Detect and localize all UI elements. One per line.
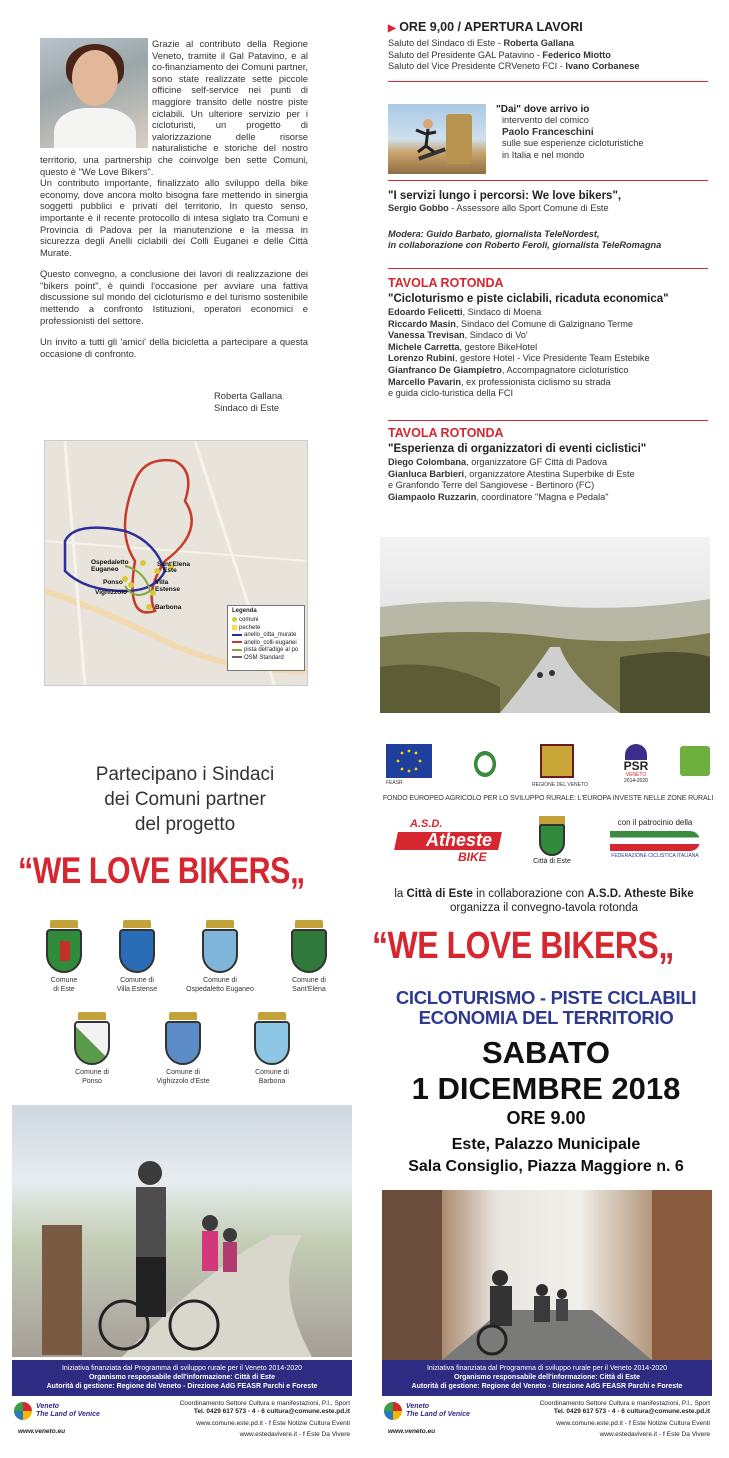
route-map — [44, 440, 308, 686]
legend-item: pechete — [232, 625, 300, 632]
feasr-slogan: FONDO EUROPEO AGRICOLO PER LO SVILUPPO RURALE: L'EUROPA INVESTE NELLE ZONE RURALI — [382, 795, 714, 802]
psr-logo: PSR VENETO 2014-2020 — [618, 744, 654, 784]
letter-paragraph-2: Un contributo importante, finalizzato allo sviluppo della bike economy, dove ancora molto bisogna fare mettendo in sinergia soggetti pubblici e privati del territorio. In questo senso, importante è il recente protocollo di intesa siglato tra Comuni e Provincia di Padova per la manutenzione e la messa in sicurezza degli Anelli ciclabili dei Colli Euganei e delle Città Murate. — [40, 177, 308, 258]
services-speaker: Sergio Gobbo - Assessore allo Sport Comune di Este — [388, 203, 609, 213]
mayor-portrait — [40, 38, 152, 150]
este-crest-logo: Città di Este — [530, 816, 574, 865]
fci-patronage-logo: con il patrocinio della FEDERAZIONE CICLISTICA ITALIANA — [611, 818, 699, 859]
eu-stars-icon — [386, 744, 432, 778]
map-label-ospedaletto: Ospedaletto Euganeo — [91, 559, 129, 573]
facebook-icon: f — [662, 1431, 665, 1438]
comedian-name: Paolo Franceschini — [502, 126, 594, 138]
landscape-photo — [380, 537, 710, 713]
facebook-icon: f — [302, 1431, 305, 1438]
leader-leaf-logo — [680, 746, 710, 776]
veneto-icon — [14, 1402, 32, 1420]
website-link[interactable]: www.estedavivere.it - — [599, 1431, 663, 1438]
facebook-icon: f — [268, 1420, 271, 1427]
map-label-villa-estense: Villa Estense — [155, 579, 180, 593]
crest-ponso: Comune di Ponso — [60, 1012, 124, 1086]
event-venue: Este, Palazzo Municipale — [451, 1136, 641, 1153]
website-link[interactable]: www.estedavivere.it - — [239, 1431, 303, 1438]
event-subtitle: CICLOTURISMO - PISTE CICLABILI ECONOMIA DEL TERRITORIO — [395, 987, 697, 1028]
we-love-bikers-headline-right: “WE LOVE BIKERS„ — [372, 925, 674, 967]
comedian-block — [496, 104, 706, 161]
partners-heading: Partecipano i Sindaci dei Comuni partner del progetto — [95, 764, 275, 835]
cyclists-illustration — [12, 1105, 352, 1357]
veneto-icon — [384, 1402, 402, 1420]
legend-item: comuni — [232, 617, 300, 624]
signature — [214, 390, 282, 414]
round-table-1 — [388, 276, 710, 400]
feasr-label: FEASR — [386, 780, 403, 786]
opening-heading: ▶ ORE 9,00 / APERTURA LAVORI — [388, 20, 583, 34]
italian-republic-emblem — [468, 744, 502, 784]
comedian-line-4: in Italia e nel mondo — [502, 149, 585, 160]
event-date: 1 DICEMBRE 2018 — [411, 1071, 681, 1106]
eu-flag-logo — [386, 744, 432, 778]
we-love-bikers-headline-left: “WE LOVE BIKERS„ — [18, 850, 305, 891]
round-table-1-label: TAVOLA ROTONDA — [388, 276, 504, 290]
divider — [388, 81, 708, 82]
crest-ospedaletto-euganeo: Comune di Ospedaletto Euganeo — [180, 920, 260, 994]
footer-contacts-left: Coordinamento Settore Cultura e manifestazioni, P.I., Sport Tel. 0429 617 573 - 4 - 6 cultura@comune.este.pd.it www.comune.este.pd.it - f Este Notizie Cultura Eventi www.estedavivere.it - f Este Da Vivere — [179, 1400, 350, 1438]
letter-paragraph-1: Grazie al contributo della Regione Veneto, tramite il Gal Patavino, e al co-finanziamento dei Comuni partner, sono state realizzate sette piccole officine self-service nei punti di maggiore transito delle nostre piste ciclabili. Un ulteriore servizio per i cicloturisti, un progetto di valorizzazione delle risorse naturalistiche e storiche del nostro territorio, una partnership che coinvolge ben sette Comuni, questo è "We Love Bikers". — [40, 38, 308, 177]
crest-villa-estense: Comune di Villa Estense — [102, 920, 172, 994]
family-cyclists-photo — [12, 1105, 352, 1357]
map-label-vighizzolo: Vighizzolo — [95, 589, 128, 596]
funding-banner-left: Iniziativa finanziata dal Programma di sviluppo rurale per il Veneto 2014-2020 Organismo responsabile dell'informazione: Città di Este Autorità di gestione: Regione del Veneto - Direzione AdG FEASR Parchi e Foreste — [12, 1360, 352, 1396]
portrait-photo — [40, 38, 148, 148]
panelist: Edoardo Felicetti, Sindaco di Moena — [388, 307, 542, 317]
panelist: Giampaolo Ruzzarin, coordinatore "Magna e Pedala" — [388, 491, 609, 502]
map-label-ponso: Ponso — [103, 579, 123, 586]
legend-item: anello_citta_murate — [232, 632, 300, 639]
greeting-2: Saluto del Presidente GAL Patavino - Federico Miotto — [388, 49, 611, 60]
comedian-title: "Dai" dove arrivo io — [496, 104, 590, 115]
round-table-2-title: "Esperienza di organizzatori di eventi ciclistici" — [388, 443, 647, 455]
round-table-2 — [388, 426, 710, 503]
program — [388, 20, 708, 82]
letter-paragraph-4: Un invito a tutti gli 'amici' della bicicletta a partecipare a questa occasione di confronto. — [40, 336, 308, 359]
landscape-illustration — [380, 537, 710, 713]
facebook-icon: f — [628, 1420, 631, 1427]
divider — [388, 420, 708, 421]
signature-role: Sindaco di Este — [214, 402, 280, 413]
moderator-line-1: Modera: Guido Barbato, giornalista TeleNordest, — [388, 228, 600, 239]
comedian-line-1: intervento del comico — [502, 115, 589, 125]
event-time: ORE 9.00 — [506, 1108, 586, 1128]
panelist: Michele Carretta, gestore BikeHotel — [388, 341, 538, 352]
letter-paragraph-3: Questo convegno, a conclusione dei lavori di realizzazione dei "bikers point", è quindi l'occasione per avviare una fattiva discussione sul mondo del cicloturismo e del turismo sostenibile mettendo a confronto Istituzioni, operatori economici e professionisti del settore. — [40, 268, 308, 326]
veneto-url-left[interactable]: www.veneto.eu — [18, 1428, 66, 1435]
mayor-letter — [40, 38, 308, 369]
legend-item: OSM Standard — [232, 655, 300, 662]
legend-title: Legenda — [232, 608, 257, 614]
panelist: Gianluca Barbieri, organizzatore Atestina Superbike di Este — [388, 468, 635, 479]
funding-banner-right: Iniziativa finanziata dal Programma di sviluppo rurale per il Veneto 2014-2020 Organismo responsabile dell'informazione: Città di Este Autorità di gestione: Regione del Veneto - Direzione AdG FEASR Parchi e Foreste — [382, 1360, 712, 1396]
panelist: Marcello Pavarin, ex professionista ciclismo su strada — [388, 376, 611, 387]
map-label-barbona: Barbona — [155, 604, 182, 611]
services-block — [388, 190, 710, 252]
veneto-region-emblem — [540, 744, 574, 778]
atheste-bike-logo: A.S.D. Atheste BIKE — [396, 818, 506, 866]
crest-vighizzolo: Comune di Vighizzolo d'Este — [146, 1012, 220, 1086]
greeting-1: Saluto del Sindaco di Este - Roberta Gallana — [388, 38, 574, 48]
panelist: e Granfondo Terre del Sangiovese - Bertinoro (FC) — [388, 480, 595, 491]
divider — [388, 268, 708, 269]
moderator-line-2: in collaborazione con Roberto Feroli, giornalista TeleRomagna — [388, 240, 662, 251]
veneto-logo-left: Veneto The Land of Venice — [14, 1402, 100, 1420]
crest-santelena: Comune di Sant'Elena — [274, 920, 344, 994]
veneto-url-right[interactable]: www.veneto.eu — [388, 1428, 436, 1435]
footer-contacts-right: Coordinamento Settore Cultura e manifestazioni, P.I., Sport Tel. 0429 617 573 - 4 - 6 cultura@comune.este.pd.it www.comune.este.pd.it - f Este Notizie Cultura Eventi www.estedavivere.it - f Este Da Vivere — [539, 1400, 710, 1438]
divider — [388, 180, 708, 181]
signature-name: Roberta Gallana — [214, 390, 283, 401]
comedian-line-3: sulle sue esperienze cicloturistiche — [502, 138, 644, 149]
comedian-photo — [388, 104, 486, 174]
website-link[interactable]: www.comune.este.pd.it - — [556, 1420, 629, 1427]
greeting-3: Saluto del Vice Presidente CRVeneto FCI - Ivano Corbanese — [388, 61, 640, 72]
skateboarder-illustration — [388, 104, 486, 174]
round-table-1-title: "Cicloturismo e piste ciclabili, ricaduta economica" — [388, 293, 669, 305]
event-day: SABATO — [481, 1035, 611, 1070]
panelist: Gianfranco De Giampietro, Accompagnatore cicloturistico — [388, 364, 629, 375]
round-table-2-label: TAVOLA ROTONDA — [388, 426, 504, 440]
panelist: Riccardo Masin, Sindaco del Comune di Galzignano Terme — [388, 318, 633, 329]
services-title: "I servizi lungo i percorsi: We love bikers", — [388, 190, 622, 202]
panelist: Vanessa Trevisan, Sindaco di Vo' — [388, 330, 528, 341]
crest-este: Comune di Este — [34, 920, 94, 994]
panelist: e guida ciclo-turistica della FCI — [388, 388, 514, 399]
historic-street-cyclists-photo — [382, 1190, 712, 1360]
veneto-logo-right: Veneto The Land of Venice — [384, 1402, 470, 1420]
map-label-este: Este — [163, 567, 177, 574]
event-room: Sala Consiglio, Piazza Maggiore n. 6 — [408, 1158, 684, 1175]
panelist: Lorenzo Rubini, gestore Hotel - Vice Presidente Team Estebike — [388, 353, 650, 364]
map-label-santelena: Sant'Elena — [157, 561, 190, 568]
regione-label: REGIONE DEL VENETO — [532, 782, 588, 788]
organizer-intro: la Città di Este in collaborazione con A.S.D. Atheste Bike organizza il convegno-tavola rotonda — [394, 888, 694, 914]
legend-item: anello_colli euganei — [232, 640, 300, 647]
legend-item: pista dell'adige al po — [232, 647, 300, 654]
crest-barbona: Comune di Barbona — [240, 1012, 304, 1086]
street-illustration — [382, 1190, 712, 1360]
panelist: Diego Colombana, organizzatore GF Città di Padova — [388, 457, 608, 467]
map-legend — [227, 605, 305, 671]
website-link[interactable]: www.comune.este.pd.it - — [196, 1420, 269, 1427]
